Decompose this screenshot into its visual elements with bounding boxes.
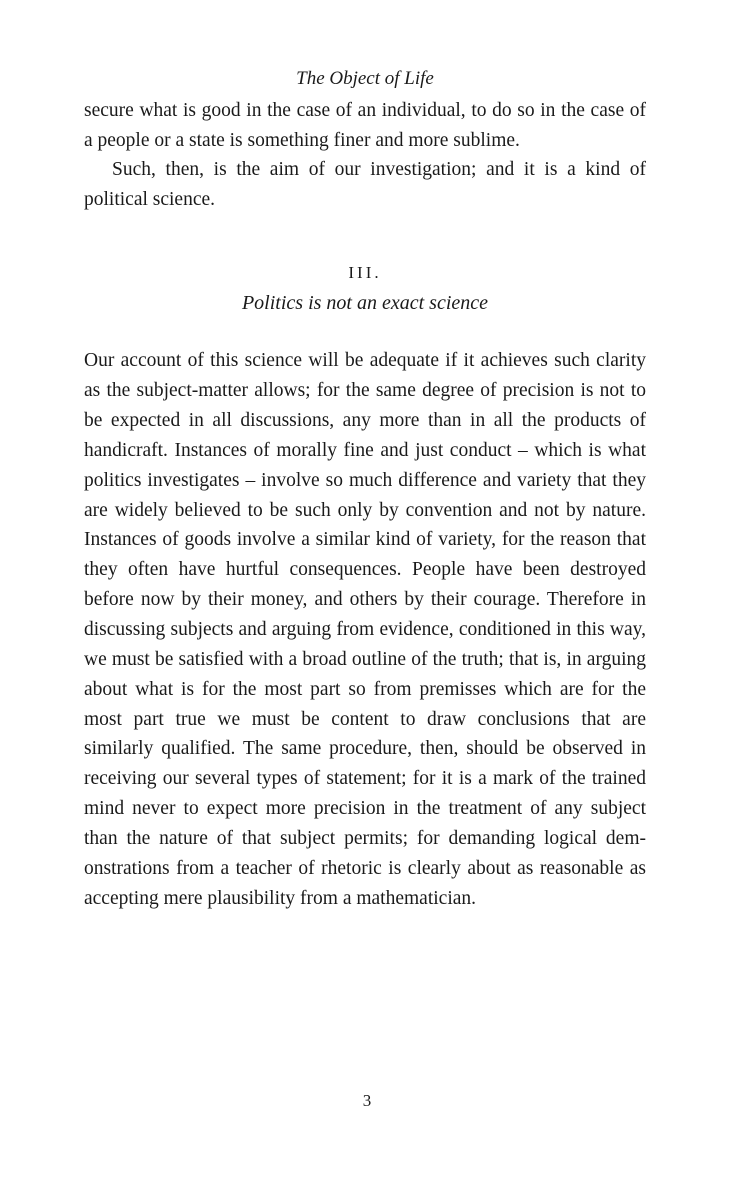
section-number: III. <box>348 263 382 283</box>
continued-paragraph: secure what is good in the case of an individual, to do so in the case of a people or a state is something finer and more sublime. <box>84 100 646 151</box>
paragraph: Such, then, is the aim of our investigation; and it is a kind of political science. <box>84 159 646 210</box>
running-head: The Object of Life <box>296 68 434 89</box>
book-page <box>84 64 646 913</box>
section-title: Politics is not an exact science <box>241 292 489 315</box>
page-number: 3 <box>362 1091 372 1110</box>
section-body-paragraph: Our account of this science will be adequate if it achieves such clarity as the subject-matter allows; for the same degree of precision is not to be expected in all discussions, any more than in all the products of handicraft. Instances of morally fine and just conduct – which is what politics investigates – involve so much difference and variety that they are widely believed to be such only by convention and not by nature. Instances of goods involve a similar kind of variety, for the reason that they often have hurtful consequences. People have been destroyed before now by their money, and others by their courage. Therefore in discussing subjects and arguing from evidence, conditioned in this way, we must be satisfied with a broad outline of the truth; that is, in arguing about what is for the most part so from premisses which are for the most part true we must be content to draw conclusions that are similarly qualified. The same procedure, then, should be observed in receiving our several types of statement; for it is a mark of the trained mind never to expect more precision in the treatment of any subject than the nature of that subject permits; for demanding logical demonstrations from a teacher of rhetoric is clearly about as reasonable as accepting mere plausibility from a mathematician. <box>84 350 646 909</box>
